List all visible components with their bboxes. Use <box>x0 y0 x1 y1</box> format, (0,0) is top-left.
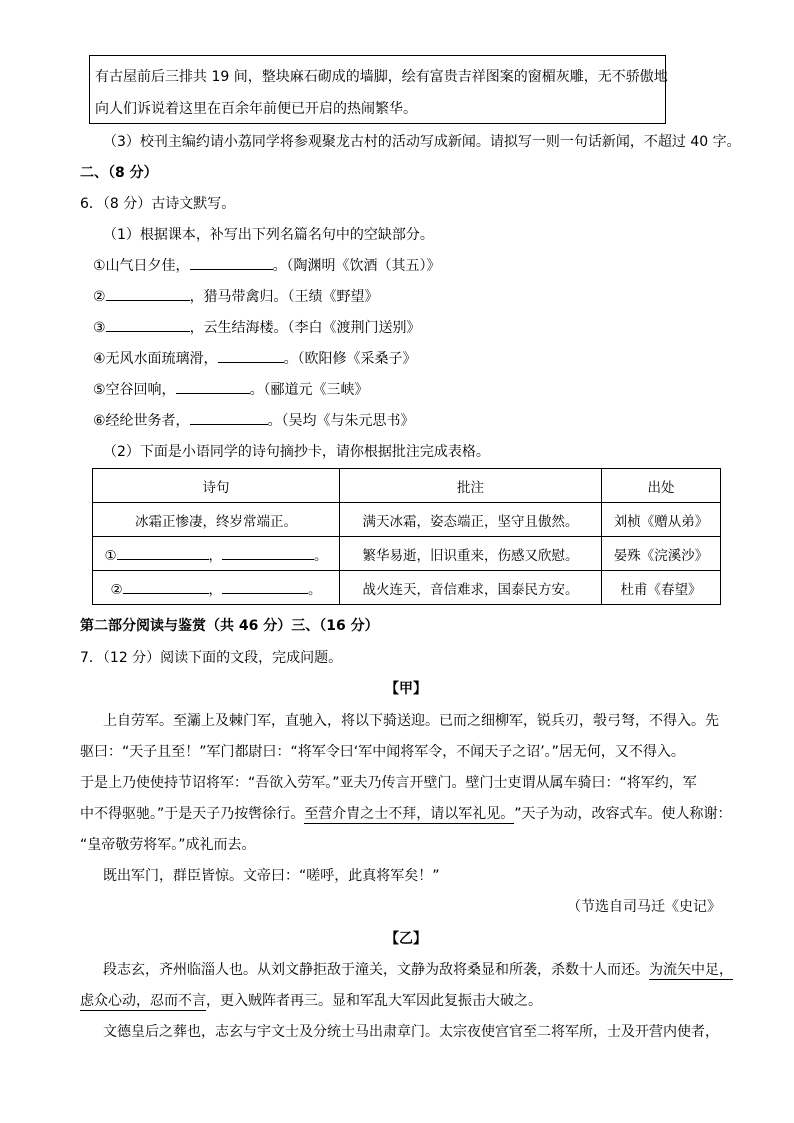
recite-item-3: ③ ，云生结海楼。（李白《渡荆门送别》 <box>93 320 421 336</box>
question-6-part-2: （2）下面是小语同学的诗句摘抄卡，请你根据批注完成表格。 <box>103 444 490 460</box>
annotation-cell: 繁华易逝，旧识重来，伤感又欣慰。 <box>340 537 602 571</box>
header-annotation: 批注 <box>340 469 602 503</box>
answer-blank[interactable] <box>190 257 273 270</box>
section-2-heading: 二、（8 分） <box>80 165 158 181</box>
jia-source: （节选自司马迁《史记》 <box>567 899 721 915</box>
recite-item-1: ①山气日夕佳， 。（陶渊明《饮酒（其五）》 <box>93 258 441 274</box>
jia-line-1: 上自劳军。至灞上及棘门军，直驰入，将以下骑送迎。已而之细柳军，锐兵刃，彀弓弩，不得入。先 <box>103 713 719 729</box>
passage-jia-title: 【甲】 <box>385 681 427 697</box>
answer-blank[interactable] <box>106 319 190 332</box>
source-cell: 晏殊《浣溪沙》 <box>602 537 721 571</box>
table-row <box>93 503 721 537</box>
answer-blank[interactable] <box>106 288 190 301</box>
poem-card-table <box>92 468 721 605</box>
jia-line-3: 于是上乃使使持节诏将军：“吾欲入劳军。”亚夫乃传言开壁门。壁门士吏谓从属车骑曰：“将军约，军 <box>80 775 697 791</box>
question-6: 6．（8 分）古诗文默写。 <box>80 196 236 212</box>
underlined-sentence: 虑众心动，忍而不言 <box>80 990 206 1011</box>
jia-line-2: 驱曰：“天子且至！”军门都尉曰：“将军令曰‘军中闻将军令，不闻天子之诏’。”居无何，又不得入。 <box>80 744 685 760</box>
source-cell: 刘桢《赠从弟》 <box>602 503 721 537</box>
source-cell: 杜甫《春望》 <box>602 571 721 605</box>
recite-item-5: ⑤空谷回响， 。（郦道元《三峡》 <box>93 382 369 398</box>
answer-blank[interactable] <box>117 547 209 560</box>
answer-blank[interactable] <box>222 581 308 594</box>
recite-item-4: ④无风水面琉璃滑， 。（欧阳修《采桑子》 <box>93 351 417 367</box>
yi-line-2: 虑众心动，忍而不言，更入贼阵者再三。显和军乱大军因此复振击大破之。 <box>80 990 542 1011</box>
poem-cell: ① ， 。 <box>93 537 340 571</box>
question-7: 7．（12 分）阅读下面的文段，完成问题。 <box>80 650 343 666</box>
jia-paragraph-2: 既出军门，群臣皆惊。文帝曰：“嗟呼，此真将军矣！” <box>103 868 440 884</box>
table-row <box>93 537 721 571</box>
annotation-cell: 满天冰霜，姿态端正，坚守且傲然。 <box>340 503 602 537</box>
question-3: （3）校刊主编约请小荔同学将参观聚龙古村的活动写成新闻。请拟写一则一句话新闻，不超过 40 字。 <box>103 134 741 150</box>
underlined-sentence: 为流矢中足， <box>649 959 733 980</box>
excerpt-line-2: 向人们诉说着这里在百余年前便已开启的热闹繁华。 <box>95 101 417 117</box>
question-6-part-1: （1）根据课本，补写出下列名篇名句中的空缺部分。 <box>103 227 434 243</box>
recite-item-2: ② ，猎马带禽归。（王绩《野望》 <box>93 289 379 305</box>
jia-line-5: “皇帝敬劳将军。”成礼而去。 <box>80 837 256 853</box>
yi-line-1: 段志玄，齐州临淄人也。从刘文静拒敌于潼关，文静为敌将桑显和所袭，杀数十人而还。为流矢中足， <box>103 959 733 980</box>
poem-cell: ② ， 。 <box>93 571 340 605</box>
answer-blank[interactable] <box>218 350 284 363</box>
part-2-heading: 第二部分阅读与鉴赏（共 46 分）三、（16 分） <box>80 618 379 634</box>
answer-blank[interactable] <box>176 381 250 394</box>
header-poem: 诗句 <box>93 469 340 503</box>
jia-line-4: 中不得驱驰。”于是天子乃按辔徐行。至营介胄之士不拜，请以军礼见。”天子为动，改容式车。使人称谢： <box>80 803 732 824</box>
poem-cell: 冰霜正惨凄，终岁常端正。 <box>93 503 340 537</box>
recite-item-6: ⑥经纶世务者， 。（吴均《与朱元思书》 <box>93 413 415 429</box>
yi-paragraph-2: 文德皇后之葬也，志玄与宇文士及分统士马出肃章门。太宗夜使宫官至二将军所，士及开营内使者， <box>103 1024 719 1040</box>
annotation-cell: 战火连天，音信难求，国泰民方安。 <box>340 571 602 605</box>
passage-yi-title: 【乙】 <box>385 931 427 947</box>
answer-blank[interactable] <box>222 547 314 560</box>
table-row <box>93 571 721 605</box>
answer-blank[interactable] <box>123 581 209 594</box>
header-source: 出处 <box>602 469 721 503</box>
answer-blank[interactable] <box>190 412 268 425</box>
underlined-sentence: 至营介胄之士不拜，请以军礼见。 <box>304 803 514 824</box>
excerpt-line-1: 有古屋前后三排共 19 间，整块麻石砌成的墙脚，绘有富贵吉祥图案的窗楣灰雕，无不骄傲地 <box>95 69 668 85</box>
